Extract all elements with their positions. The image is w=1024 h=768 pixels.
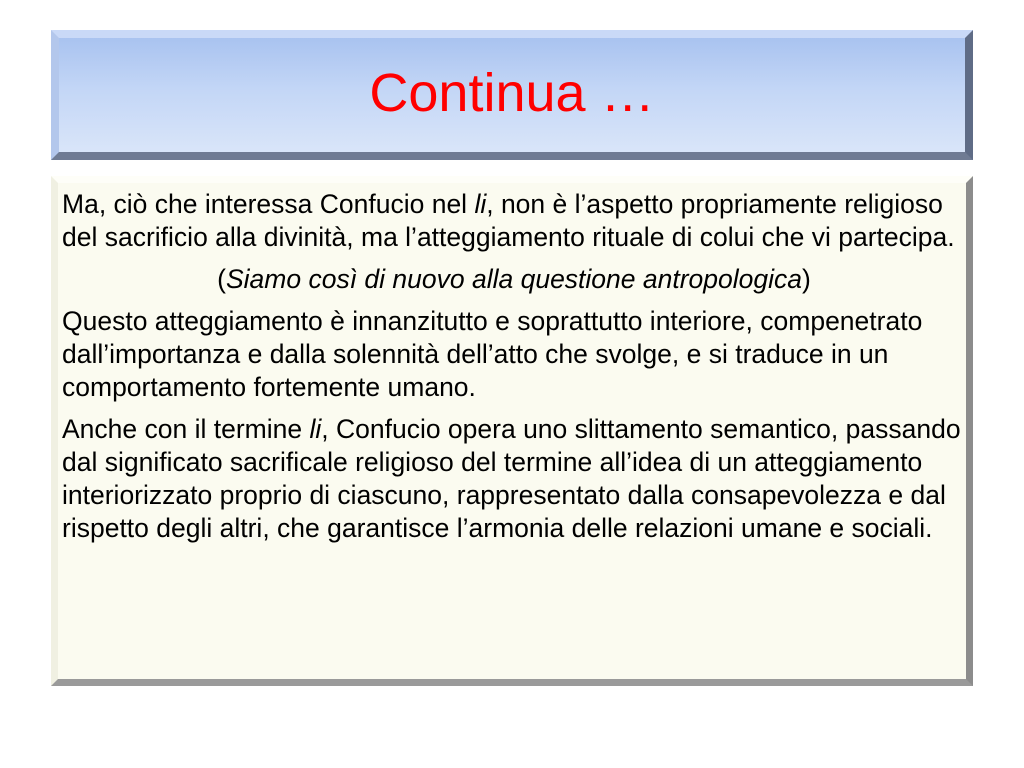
body-text-box	[51, 176, 973, 686]
paragraph-4	[62, 413, 966, 545]
paragraph-2	[62, 263, 966, 296]
paragraph-1	[62, 188, 966, 254]
paragraph-4-text-b: , Confucio opera uno slittamento semantico, passando dal significato sacrificale religioso del termine all’idea di un atteggiamento interiorizzato proprio di ciascuno, rappresentato dalla consapevolezza e dal rispetto degli altri, che garantisce l’armonia delle relazioni umane e sociali.	[62, 414, 961, 543]
paragraph-4-term-li: li	[309, 414, 322, 444]
title-box	[51, 30, 973, 160]
paragraph-2-italic-note: Siamo così di nuovo alla questione antropologica	[225, 264, 802, 294]
paragraph-3	[62, 305, 966, 404]
slide-title: Continua …	[369, 63, 655, 123]
paragraph-2-open-paren: (	[217, 264, 226, 294]
paragraph-2-close-paren: )	[802, 264, 811, 294]
paragraph-1-text-a: Ma, ciò che interessa Confucio nel	[62, 189, 475, 219]
paragraph-1-term-li: li	[474, 189, 487, 219]
paragraph-3-text: Questo atteggiamento è innanzitutto e soprattutto interiore, compenetrato dall’importanza e dalla solennità dell’atto che svolge, e si traduce in un comportamento fortemente umano.	[62, 306, 923, 402]
paragraph-4-text-a: Anche con il termine	[62, 414, 310, 444]
paragraph-1-text-b: , non è l’aspetto propriamente religioso del sacrificio alla divinità, ma l’atteggiamento rituale di colui che vi partecipa.	[62, 189, 955, 252]
